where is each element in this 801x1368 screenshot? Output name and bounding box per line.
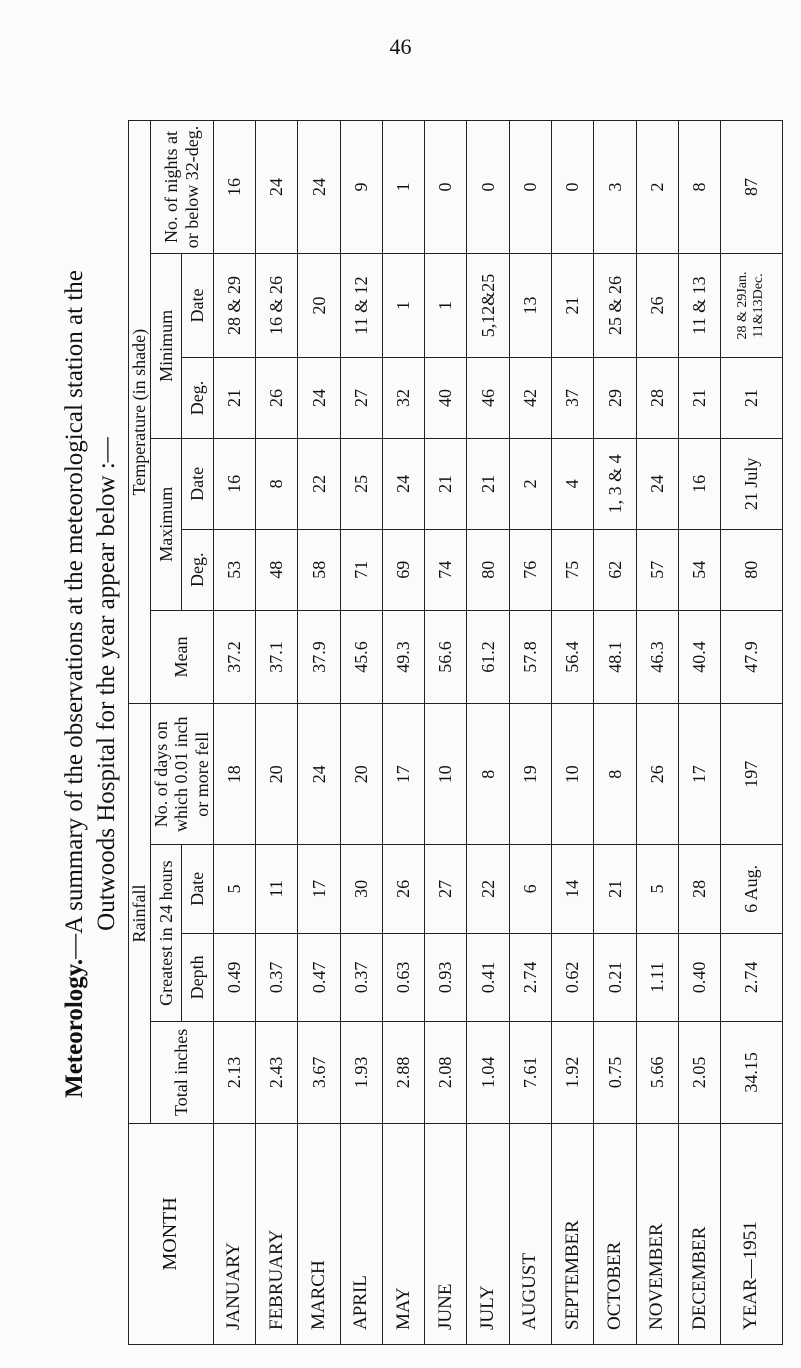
min-date: 26 xyxy=(636,253,678,357)
min-deg: 21 xyxy=(213,358,255,439)
total-inches: 3.67 xyxy=(298,1022,340,1124)
mean-temp: 37.1 xyxy=(256,610,298,704)
frost-nights: 0 xyxy=(509,121,551,254)
header-minimum: Minimum xyxy=(150,253,182,438)
table-row xyxy=(509,121,551,1345)
header-min-deg: Deg. xyxy=(182,358,214,439)
max-deg: 69 xyxy=(382,529,424,610)
caption-bold: Meteorology. xyxy=(61,958,88,1098)
month-name: APRIL xyxy=(340,1123,382,1344)
mean-temp: 49.3 xyxy=(382,610,424,704)
min-deg: 37 xyxy=(552,358,594,439)
min-date: 1 xyxy=(425,253,467,357)
total-inches: 0.75 xyxy=(594,1022,636,1124)
greatest-date: 28 xyxy=(678,845,720,934)
header-greatest-24h: Greatest in 24 hours xyxy=(150,845,182,1022)
rain-days: 10 xyxy=(552,704,594,845)
min-deg: 24 xyxy=(298,358,340,439)
greatest-depth: 0.49 xyxy=(213,933,255,1022)
table-row xyxy=(552,121,594,1345)
total-inches: 2.05 xyxy=(678,1022,720,1124)
rain-days: 10 xyxy=(425,704,467,845)
month-name: NOVEMBER xyxy=(636,1123,678,1344)
max-date: 25 xyxy=(340,438,382,529)
greatest-date: 17 xyxy=(298,845,340,934)
max-date: 21 July xyxy=(721,438,783,529)
greatest-date: 21 xyxy=(594,845,636,934)
greatest-depth: 0.41 xyxy=(467,933,509,1022)
min-date: 11 & 13 xyxy=(678,253,720,357)
min-date: 13 xyxy=(509,253,551,357)
greatest-depth: 0.47 xyxy=(298,933,340,1022)
frost-nights: 24 xyxy=(298,121,340,254)
greatest-date: 26 xyxy=(382,845,424,934)
rain-days: 17 xyxy=(678,704,720,845)
max-deg: 75 xyxy=(552,529,594,610)
max-date: 2 xyxy=(509,438,551,529)
month-name: DECEMBER xyxy=(678,1123,720,1344)
min-deg: 21 xyxy=(721,358,783,439)
mean-temp: 37.2 xyxy=(213,610,255,704)
min-date-line-1: 28 & 29Jan. xyxy=(735,271,751,340)
rain-days: 197 xyxy=(721,704,783,845)
rain-days: 17 xyxy=(382,704,424,845)
greatest-date: 5 xyxy=(213,845,255,934)
table-row-year-total xyxy=(721,121,783,1345)
table-row xyxy=(298,121,340,1345)
header-rain-days: No. of days on which 0.01 inch or more fell xyxy=(150,704,213,845)
header-depth: Depth xyxy=(182,933,214,1022)
greatest-depth: 0.40 xyxy=(678,933,720,1022)
greatest-depth: 0.93 xyxy=(425,933,467,1022)
greatest-depth: 0.37 xyxy=(256,933,298,1022)
table-row xyxy=(678,121,720,1345)
rain-days: 20 xyxy=(256,704,298,845)
month-name: MARCH xyxy=(298,1123,340,1344)
greatest-date: 14 xyxy=(552,845,594,934)
greatest-date: 5 xyxy=(636,845,678,934)
min-date: 5,12&25 xyxy=(467,253,509,357)
month-name: FEBRUARY xyxy=(256,1123,298,1344)
caption-line-2: Outwoods Hospital for the year appear below :— xyxy=(93,437,120,931)
greatest-depth: 1.11 xyxy=(636,933,678,1022)
total-inches: 1.92 xyxy=(552,1022,594,1124)
greatest-depth: 0.63 xyxy=(382,933,424,1022)
mean-temp: 57.8 xyxy=(509,610,551,704)
month-name: JUNE xyxy=(425,1123,467,1344)
meteorology-table-rotated xyxy=(128,120,767,1345)
min-deg: 40 xyxy=(425,358,467,439)
greatest-depth: 2.74 xyxy=(721,933,783,1022)
frost-nights: 24 xyxy=(256,121,298,254)
mean-temp: 45.6 xyxy=(340,610,382,704)
frost-nights: 8 xyxy=(678,121,720,254)
max-deg: 76 xyxy=(509,529,551,610)
greatest-depth: 2.74 xyxy=(509,933,551,1022)
min-date: 11 & 12 xyxy=(340,253,382,357)
rain-days: 24 xyxy=(298,704,340,845)
header-total-inches: Total inches xyxy=(150,1022,213,1124)
frost-nights: 16 xyxy=(213,121,255,254)
max-deg: 80 xyxy=(467,529,509,610)
max-date: 16 xyxy=(213,438,255,529)
month-name: YEAR—1951 xyxy=(721,1123,783,1344)
header-temperature: Temperature (in shade) xyxy=(129,121,151,704)
month-name: JANUARY xyxy=(213,1123,255,1344)
min-date: 21 xyxy=(552,253,594,357)
max-date: 24 xyxy=(382,438,424,529)
rain-days: 8 xyxy=(594,704,636,845)
total-inches: 2.08 xyxy=(425,1022,467,1124)
header-mean: Mean xyxy=(150,610,213,704)
min-date xyxy=(721,253,783,357)
total-inches: 34.15 xyxy=(721,1022,783,1124)
month-name: SEPTEMBER xyxy=(552,1123,594,1344)
rain-days: 19 xyxy=(509,704,551,845)
max-deg: 58 xyxy=(298,529,340,610)
max-deg: 48 xyxy=(256,529,298,610)
frost-nights: 0 xyxy=(552,121,594,254)
greatest-depth: 0.37 xyxy=(340,933,382,1022)
table-row xyxy=(382,121,424,1345)
frost-nights: 0 xyxy=(467,121,509,254)
table-row xyxy=(636,121,678,1345)
month-name: JULY xyxy=(467,1123,509,1344)
greatest-depth: 0.21 xyxy=(594,933,636,1022)
frost-nights: 0 xyxy=(425,121,467,254)
mean-temp: 56.6 xyxy=(425,610,467,704)
frost-nights: 3 xyxy=(594,121,636,254)
mean-temp: 48.1 xyxy=(594,610,636,704)
max-date: 21 xyxy=(467,438,509,529)
table-row xyxy=(425,121,467,1345)
min-deg: 26 xyxy=(256,358,298,439)
max-date: 24 xyxy=(636,438,678,529)
header-maximum: Maximum xyxy=(150,438,182,610)
max-date: 21 xyxy=(425,438,467,529)
max-deg: 62 xyxy=(594,529,636,610)
greatest-date: 30 xyxy=(340,845,382,934)
total-inches: 2.88 xyxy=(382,1022,424,1124)
min-deg: 46 xyxy=(467,358,509,439)
meteorology-table xyxy=(128,120,783,1345)
month-name: MAY xyxy=(382,1123,424,1344)
min-deg: 28 xyxy=(636,358,678,439)
table-row xyxy=(256,121,298,1345)
greatest-date: 6 Aug. xyxy=(721,845,783,934)
total-inches: 2.13 xyxy=(213,1022,255,1124)
frost-nights: 2 xyxy=(636,121,678,254)
total-inches: 5.66 xyxy=(636,1022,678,1124)
max-deg: 74 xyxy=(425,529,467,610)
header-rainfall: Rainfall xyxy=(129,704,151,1123)
max-deg: 53 xyxy=(213,529,255,610)
max-deg: 80 xyxy=(721,529,783,610)
total-inches: 7.61 xyxy=(509,1022,551,1124)
min-deg: 21 xyxy=(678,358,720,439)
table-row xyxy=(213,121,255,1345)
month-name: AUGUST xyxy=(509,1123,551,1344)
min-date: 28 & 29 xyxy=(213,253,255,357)
mean-temp: 47.9 xyxy=(721,610,783,704)
mean-temp: 37.9 xyxy=(298,610,340,704)
max-date: 4 xyxy=(552,438,594,529)
frost-nights: 1 xyxy=(382,121,424,254)
header-min-date: Date xyxy=(182,253,214,357)
total-inches: 2.43 xyxy=(256,1022,298,1124)
max-deg: 57 xyxy=(636,529,678,610)
total-inches: 1.04 xyxy=(467,1022,509,1124)
greatest-depth: 0.62 xyxy=(552,933,594,1022)
max-date: 1, 3 & 4 xyxy=(594,438,636,529)
header-max-deg: Deg. xyxy=(182,529,214,610)
max-date: 8 xyxy=(256,438,298,529)
frost-nights: 9 xyxy=(340,121,382,254)
max-deg: 54 xyxy=(678,529,720,610)
header-max-date: Date xyxy=(182,438,214,529)
rain-days: 20 xyxy=(340,704,382,845)
page-number: 46 xyxy=(389,34,412,59)
max-deg: 71 xyxy=(340,529,382,610)
caption-line-1-text: —A summary of the observations at the meteorological station at the xyxy=(61,270,88,959)
table-row xyxy=(467,121,509,1345)
header-frost-nights: No. of nights at or below 32-deg. xyxy=(150,121,213,254)
rain-days: 18 xyxy=(213,704,255,845)
header-greatest-date: Date xyxy=(182,845,214,934)
table-row xyxy=(340,121,382,1345)
min-deg: 29 xyxy=(594,358,636,439)
mean-temp: 46.3 xyxy=(636,610,678,704)
min-date-line-2: 11&13Dec. xyxy=(751,273,767,338)
min-deg: 32 xyxy=(382,358,424,439)
max-date: 22 xyxy=(298,438,340,529)
caption-line-1 xyxy=(61,0,89,1368)
table-row xyxy=(594,121,636,1345)
greatest-date: 22 xyxy=(467,845,509,934)
header-month: MONTH xyxy=(129,1123,214,1344)
min-date: 20 xyxy=(298,253,340,357)
mean-temp: 61.2 xyxy=(467,610,509,704)
rain-days: 26 xyxy=(636,704,678,845)
greatest-date: 11 xyxy=(256,845,298,934)
min-date: 1 xyxy=(382,253,424,357)
month-name: OCTOBER xyxy=(594,1123,636,1344)
min-date: 25 & 26 xyxy=(594,253,636,357)
total-inches: 1.93 xyxy=(340,1022,382,1124)
greatest-date: 6 xyxy=(509,845,551,934)
rain-days: 8 xyxy=(467,704,509,845)
max-date: 16 xyxy=(678,438,720,529)
min-deg: 42 xyxy=(509,358,551,439)
greatest-date: 27 xyxy=(425,845,467,934)
min-date: 16 & 26 xyxy=(256,253,298,357)
mean-temp: 40.4 xyxy=(678,610,720,704)
frost-nights: 87 xyxy=(721,121,783,254)
mean-temp: 56.4 xyxy=(552,610,594,704)
min-deg: 27 xyxy=(340,358,382,439)
